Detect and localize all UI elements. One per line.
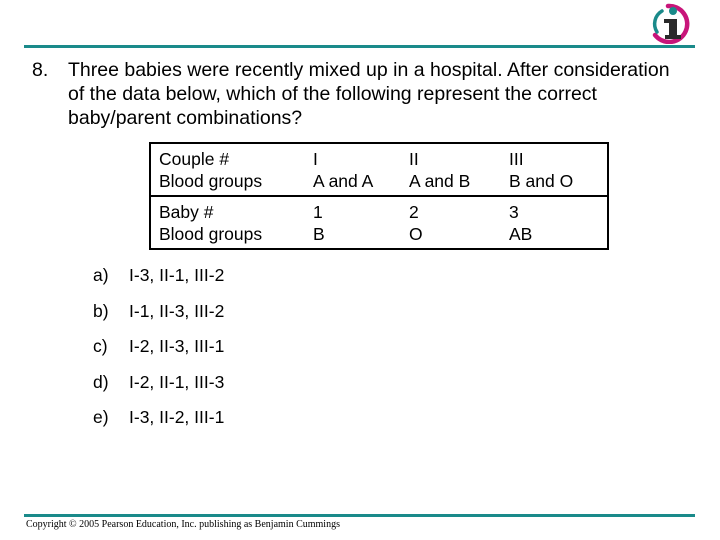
cell-id: 1 — [313, 202, 323, 222]
footer-divider — [24, 514, 695, 517]
row-sublabel: Blood groups — [159, 171, 263, 191]
table-cell — [150, 196, 305, 249]
cell-id: 2 — [409, 202, 419, 222]
cell-id: 3 — [509, 202, 519, 222]
table-cell — [305, 196, 401, 249]
cell-value: AB — [509, 224, 533, 244]
table-row-babies — [150, 196, 608, 249]
table-cell — [501, 196, 608, 249]
option-letter: c) — [93, 336, 108, 356]
question-number: 8. — [32, 59, 49, 81]
table-cell — [150, 143, 305, 196]
answer-options — [93, 264, 224, 442]
copyright-notice: Copyright © 2005 Pearson Education, Inc. publishing as Benjamin Cummings — [26, 519, 340, 530]
cell-id: I — [313, 149, 318, 169]
table-cell — [401, 143, 501, 196]
option-text: I-3, II-2, III-1 — [129, 407, 225, 427]
option-letter: a) — [93, 265, 109, 285]
option-d[interactable] — [93, 371, 224, 393]
row-label: Baby # — [159, 202, 214, 222]
cell-value: O — [409, 224, 423, 244]
option-letter: b) — [93, 300, 109, 321]
cell-value: B and O — [509, 171, 574, 191]
cell-value: B — [313, 224, 325, 244]
question — [32, 58, 672, 130]
option-a[interactable] — [93, 264, 224, 286]
option-letter: e) — [93, 407, 109, 427]
table-row-couples — [150, 143, 608, 196]
blood-group-table — [149, 142, 609, 250]
option-text: I-3, II-1, III-2 — [129, 265, 225, 285]
table-cell — [401, 196, 501, 249]
table-cell — [501, 143, 608, 196]
option-text: I-1, II-3, III-2 — [129, 300, 225, 321]
header-divider — [24, 45, 695, 48]
table-cell — [305, 143, 401, 196]
cell-id: II — [409, 149, 419, 169]
option-b[interactable] — [93, 300, 224, 322]
cell-value: A and A — [313, 171, 374, 191]
option-c[interactable] — [93, 335, 224, 357]
row-label: Couple # — [159, 149, 230, 169]
row-sublabel: Blood groups — [159, 224, 263, 244]
question-text: Three babies were recently mixed up in a hospital. After consideration of the data below, which of the following represent the correct baby/parent combinations? — [68, 59, 670, 129]
option-e[interactable] — [93, 406, 224, 428]
cell-id: III — [509, 149, 524, 169]
info-i-logo-icon — [648, 2, 694, 44]
option-text: I-2, II-3, III-1 — [129, 336, 225, 356]
cell-value: A and B — [409, 171, 471, 191]
option-letter: d) — [93, 371, 109, 392]
option-text: I-2, II-1, III-3 — [129, 371, 225, 392]
